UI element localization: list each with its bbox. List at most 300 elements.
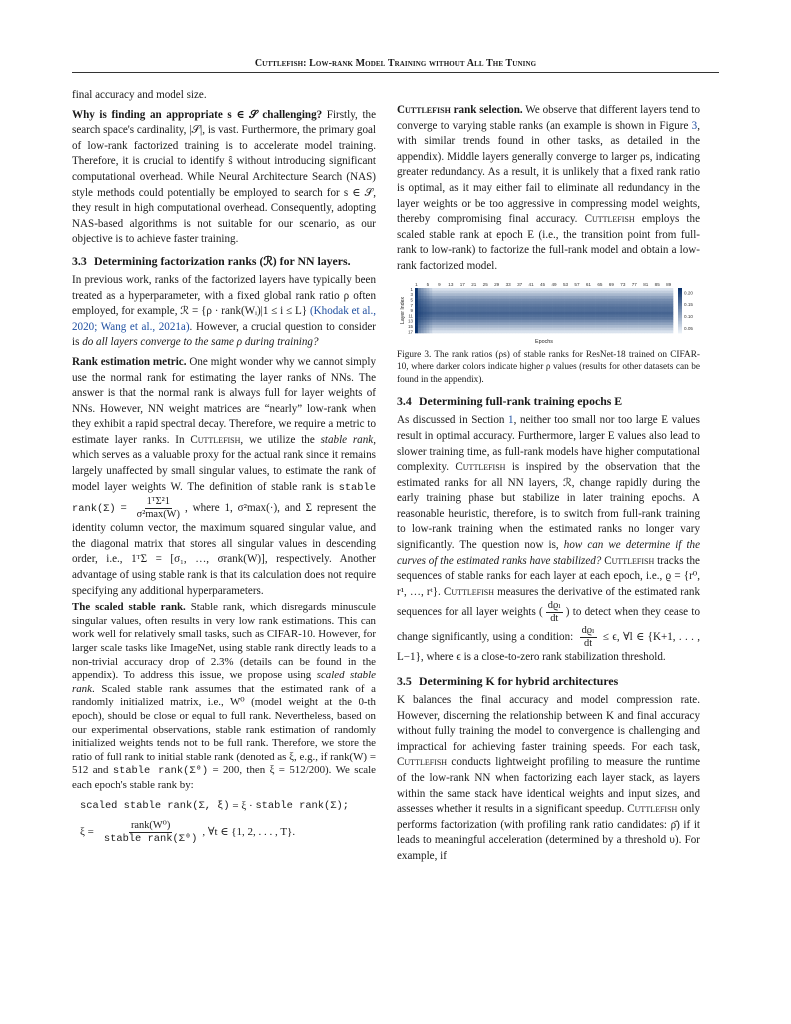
heatmap-cell: [647, 309, 650, 312]
heatmap-cell: [504, 303, 507, 306]
heatmap-cell: [484, 317, 487, 320]
para-rank-selection: [397, 103, 700, 275]
figure-ref-link[interactable]: 3: [691, 119, 698, 132]
heatmap-cell: [633, 327, 636, 330]
heatmap-cell: [670, 317, 673, 320]
heatmap-cell: [581, 298, 584, 301]
para-heading: Why is finding an appropriate s ∈ 𝒮 challenging?: [72, 108, 323, 121]
heatmap-cell: [670, 295, 673, 298]
heatmap-cell: [435, 330, 438, 333]
heatmap-cell: [627, 288, 630, 291]
heatmap-cell: [484, 293, 487, 296]
heatmap-cell: [547, 319, 550, 322]
heatmap-cell: [512, 306, 515, 309]
heatmap-cell: [570, 314, 573, 317]
heatmap-cell: [630, 290, 633, 293]
heatmap-cell: [596, 309, 599, 312]
heatmap-cell: [498, 325, 501, 328]
heatmap-cell: [492, 325, 495, 328]
heatmap-cell: [664, 325, 667, 328]
heatmap-cell: [644, 298, 647, 301]
heatmap-cell: [521, 327, 524, 330]
heatmap-cell: [527, 293, 530, 296]
heatmap-cell: [447, 325, 450, 328]
fraction-denominator: dt: [550, 613, 559, 625]
heatmap-cell: [495, 322, 498, 325]
heatmap-cell: [458, 327, 461, 330]
heatmap-cell: [627, 314, 630, 317]
heatmap-cell: [521, 309, 524, 312]
heatmap-cell: [487, 309, 490, 312]
heatmap-cell: [670, 314, 673, 317]
heatmap-cell: [578, 314, 581, 317]
heatmap-cell: [664, 314, 667, 317]
heatmap-cell: [429, 322, 432, 325]
heatmap-cell: [530, 319, 533, 322]
heatmap-cell: [501, 295, 504, 298]
heatmap-cell: [469, 288, 472, 291]
heatmap-cell: [530, 311, 533, 314]
inline-code: stable rank(Σ): [72, 481, 376, 516]
heatmap-cell: [415, 295, 418, 298]
heatmap-cell: [584, 309, 587, 312]
heatmap-cell: [653, 327, 656, 330]
heatmap-cell: [630, 301, 633, 304]
heatmap-cell: [670, 322, 673, 325]
heatmap-cell: [469, 295, 472, 298]
heatmap-cell: [639, 322, 642, 325]
heatmap-cell: [438, 290, 441, 293]
heatmap-cell: [544, 330, 547, 333]
heatmap-cell: [624, 290, 627, 293]
heatmap-cell: [418, 309, 421, 312]
heatmap-cell: [535, 288, 538, 291]
heatmap-cell: [510, 317, 513, 320]
heatmap-cell: [621, 330, 624, 333]
heatmap-cell: [567, 288, 570, 291]
heatmap-cell: [455, 295, 458, 298]
heatmap-cell: [578, 319, 581, 322]
heatmap-cell: [630, 298, 633, 301]
heatmap-cell: [616, 288, 619, 291]
para-full-rank-epochs: [397, 413, 700, 666]
heatmap-cell: [461, 306, 464, 309]
heatmap-cell: [464, 317, 467, 320]
heatmap-cell: [444, 309, 447, 312]
heatmap-cell: [492, 309, 495, 312]
heatmap-cell: [467, 306, 470, 309]
heatmap-cell: [467, 325, 470, 328]
heatmap-cell: [613, 327, 616, 330]
heatmap-cell: [484, 309, 487, 312]
heatmap-cell: [659, 322, 662, 325]
heatmap-cell: [613, 311, 616, 314]
heatmap-cell: [664, 311, 667, 314]
heatmap-cell: [535, 327, 538, 330]
heatmap-cell: [415, 327, 418, 330]
heatmap-cell: [584, 314, 587, 317]
heatmap-cell: [598, 327, 601, 330]
heatmap-cell: [624, 293, 627, 296]
heatmap-cell: [512, 303, 515, 306]
heatmap-cell: [490, 298, 493, 301]
header-rule: [72, 72, 719, 73]
heatmap-cell: [550, 314, 553, 317]
method-name: Cuttlefish: [584, 213, 635, 226]
heatmap-cell: [452, 303, 455, 306]
heatmap-cell: [458, 301, 461, 304]
heatmap-cell: [567, 319, 570, 322]
heatmap-cell: [458, 319, 461, 322]
heatmap-cell: [495, 319, 498, 322]
heatmap-cell: [659, 325, 662, 328]
heatmap-cell: [598, 295, 601, 298]
heatmap-cell: [535, 298, 538, 301]
emphasis-text: how can we determine if the curves of the estimated ranks have stabilized?: [397, 539, 701, 567]
heatmap-cell: [492, 322, 495, 325]
heatmap-cell: [584, 298, 587, 301]
section-3-4-heading: [397, 394, 700, 409]
heatmap-cell: [547, 330, 550, 333]
heatmap-cell: [573, 301, 576, 304]
heatmap-cell: [527, 327, 530, 330]
heatmap-cell: [467, 311, 470, 314]
heatmap-cell: [464, 303, 467, 306]
heatmap-cell: [533, 317, 536, 320]
heatmap-cell: [515, 317, 518, 320]
heatmap-cell: [467, 322, 470, 325]
heatmap-cell: [553, 303, 556, 306]
heatmap-cell: [484, 298, 487, 301]
heatmap-cell: [458, 309, 461, 312]
method-name: Cuttlefish: [190, 433, 241, 446]
heatmap-cell: [467, 314, 470, 317]
colorbar-tick-label: 0.20: [684, 289, 693, 295]
heatmap-cell: [544, 314, 547, 317]
heatmap-cell: [475, 309, 478, 312]
heatmap-cell: [627, 309, 630, 312]
heatmap-cell: [567, 322, 570, 325]
heatmap-cell: [464, 327, 467, 330]
heatmap-cell: [561, 301, 564, 304]
heatmap-cell: [495, 295, 498, 298]
heatmap-cell: [421, 295, 424, 298]
y-tick-label: 15: [408, 323, 413, 329]
heatmap-cell: [521, 325, 524, 328]
heatmap-cell: [564, 293, 567, 296]
heatmap-cell: [510, 295, 513, 298]
heatmap-cell: [418, 322, 421, 325]
heatmap-cell: [590, 303, 593, 306]
heatmap-cell: [507, 327, 510, 330]
heatmap-cell: [670, 327, 673, 330]
heatmap-cell: [449, 314, 452, 317]
heatmap-cell: [564, 290, 567, 293]
heatmap-cell: [553, 327, 556, 330]
heatmap-cell: [447, 327, 450, 330]
heatmap-cell: [670, 293, 673, 296]
citation-link[interactable]: (Khodak et al., 2020; Wang et al., 2021a): [72, 305, 376, 333]
heatmap-cell: [630, 288, 633, 291]
heatmap-cell: [576, 325, 579, 328]
colorbar-segment: [678, 331, 682, 333]
heatmap-cell: [601, 309, 604, 312]
heatmap-cell: [633, 301, 636, 304]
heatmap-cell: [507, 314, 510, 317]
heatmap-cell: [604, 293, 607, 296]
heatmap-cell: [576, 317, 579, 320]
y-tick-label: 17: [408, 328, 413, 334]
heatmap-cell: [650, 327, 653, 330]
heatmap-cell: [590, 295, 593, 298]
heatmap-cell: [426, 290, 429, 293]
heatmap-cell: [478, 319, 481, 322]
heatmap-cell: [524, 295, 527, 298]
heatmap-cell: [564, 301, 567, 304]
heatmap-cell: [469, 311, 472, 314]
heatmap-cell: [518, 314, 521, 317]
heatmap-cell: [550, 327, 553, 330]
heatmap-cell: [576, 327, 579, 330]
heatmap-cell: [630, 327, 633, 330]
para-text: As discussed in Section: [397, 414, 509, 427]
heatmap-cell: [444, 314, 447, 317]
heatmap-cell: [590, 290, 593, 293]
heatmap-cell: [464, 288, 467, 291]
heatmap-cell: [481, 298, 484, 301]
heatmap-cell: [581, 314, 584, 317]
heatmap-cell: [644, 322, 647, 325]
heatmap-cell: [524, 293, 527, 296]
inline-code: stable rank(Σ⁰): [112, 765, 209, 778]
heatmap-cell: [610, 311, 613, 314]
heatmap-cell: [530, 330, 533, 333]
heatmap-cell: [639, 319, 642, 322]
heatmap-cell: [607, 306, 610, 309]
heatmap-cell: [547, 298, 550, 301]
heatmap-cell: [656, 317, 659, 320]
heatmap-cell: [550, 301, 553, 304]
heatmap-cell: [533, 327, 536, 330]
heatmap-cell: [596, 317, 599, 320]
para-text: ≤ ϵ, ∀l ∈ {K+1, . . . , L−1}, where ϵ is a close-to-zero rank stabilization threshold.: [397, 631, 700, 664]
heatmap-cell: [492, 317, 495, 320]
heatmap-cell: [636, 314, 639, 317]
heatmap-cell: [607, 301, 610, 304]
heatmap-cell: [504, 319, 507, 322]
heatmap-cell: [515, 301, 518, 304]
heatmap-cell: [633, 293, 636, 296]
heatmap-cell: [478, 311, 481, 314]
heatmap-cell: [584, 327, 587, 330]
heatmap-cell: [621, 298, 624, 301]
heatmap-cell: [610, 327, 613, 330]
heatmap-cell: [512, 293, 515, 296]
heatmap-cell: [421, 322, 424, 325]
heatmap-cell: [593, 311, 596, 314]
heatmap-cell: [550, 290, 553, 293]
para-text: ) to detect when they cease to change significantly, using a condition:: [397, 606, 700, 644]
heatmap-cell: [587, 293, 590, 296]
heatmap-cell: [418, 298, 421, 301]
heatmap-cell: [624, 317, 627, 320]
heatmap-cell: [544, 309, 547, 312]
section-ref-link[interactable]: 1: [508, 414, 514, 427]
heatmap-cell: [487, 322, 490, 325]
heatmap-cell: [533, 298, 536, 301]
heatmap-cell: [524, 290, 527, 293]
heatmap-cell: [547, 322, 550, 325]
heatmap-cell: [547, 293, 550, 296]
heatmap-cell: [441, 293, 444, 296]
heatmap-cell: [664, 327, 667, 330]
x-tick-label: 13: [448, 281, 454, 287]
heatmap-cell: [512, 319, 515, 322]
heatmap-cell: [504, 306, 507, 309]
heatmap-cell: [576, 319, 579, 322]
heatmap-cell: [441, 306, 444, 309]
heatmap-cell: [578, 301, 581, 304]
heatmap-cell: [604, 325, 607, 328]
heatmap-cell: [527, 295, 530, 298]
heatmap-cell: [515, 319, 518, 322]
heatmap-cell: [510, 319, 513, 322]
heatmap-cell: [670, 325, 673, 328]
para-previous-work: [72, 273, 376, 351]
heatmap-cell: [475, 290, 478, 293]
heatmap-cell: [553, 317, 556, 320]
heatmap-cell: [504, 293, 507, 296]
heatmap-cell: [639, 325, 642, 328]
heatmap-cell: [449, 319, 452, 322]
heatmap-cell: [429, 327, 432, 330]
heatmap-cell: [527, 309, 530, 312]
colorbar-tick-label: 0.15: [684, 301, 693, 307]
heatmap-cell: [501, 317, 504, 320]
heatmap-cell: [587, 325, 590, 328]
heatmap-cell: [656, 306, 659, 309]
eq-text: = ξ ·: [229, 799, 256, 812]
heatmap-cell: [501, 325, 504, 328]
heatmap-cell: [507, 311, 510, 314]
heatmap-cell: [533, 306, 536, 309]
heatmap-cell: [538, 322, 541, 325]
heatmap-cell: [441, 290, 444, 293]
heatmap-cell: [432, 322, 435, 325]
heatmap-cell: [624, 319, 627, 322]
heatmap-cell: [578, 330, 581, 333]
heatmap-cell: [418, 311, 421, 314]
heatmap-cell: [498, 330, 501, 333]
heatmap-cell: [584, 290, 587, 293]
x-tick-label: 65: [597, 281, 603, 287]
heatmap-cell: [512, 327, 515, 330]
heatmap-cell: [481, 293, 484, 296]
section-3-5-heading: [397, 674, 700, 689]
heatmap-cell: [664, 317, 667, 320]
heatmap-cell: [498, 311, 501, 314]
heatmap-cell: [452, 290, 455, 293]
heatmap-cell: [478, 306, 481, 309]
heatmap-cell: [521, 317, 524, 320]
heatmap-cell: [421, 317, 424, 320]
heatmap-cell: [481, 303, 484, 306]
heatmap-cell: [601, 330, 604, 333]
heatmap-cell: [518, 330, 521, 333]
heatmap-cell: [530, 325, 533, 328]
heatmap-cell: [521, 322, 524, 325]
heatmap-cell: [593, 319, 596, 322]
heatmap-cell: [653, 309, 656, 312]
heatmap-cell: [558, 319, 561, 322]
heatmap-cell: [619, 301, 622, 304]
heatmap-cell: [659, 309, 662, 312]
heatmap-cell: [541, 288, 544, 291]
heatmap-cell: [653, 311, 656, 314]
heatmap-cell: [598, 311, 601, 314]
heatmap-cell: [553, 325, 556, 328]
heatmap-cell: [662, 325, 665, 328]
heatmap-cell: [613, 309, 616, 312]
heatmap-cell: [667, 311, 670, 314]
heatmap-cell: [555, 303, 558, 306]
heatmap-cell: [438, 301, 441, 304]
heatmap-cell: [435, 325, 438, 328]
heatmap-cell: [555, 295, 558, 298]
heatmap-cell: [670, 298, 673, 301]
heatmap-cell: [667, 288, 670, 291]
heatmap-cell: [507, 293, 510, 296]
heatmap-cell: [438, 327, 441, 330]
heatmap-cell: [598, 309, 601, 312]
heatmap-cell: [484, 330, 487, 333]
heatmap-cell: [662, 314, 665, 317]
heatmap-cell: [512, 290, 515, 293]
heatmap-cell: [653, 303, 656, 306]
heatmap-cell: [641, 295, 644, 298]
heatmap-cell: [564, 314, 567, 317]
heatmap-cell: [492, 290, 495, 293]
heatmap-cell: [481, 295, 484, 298]
heatmap-cell: [444, 325, 447, 328]
heatmap-cell: [573, 314, 576, 317]
heatmap-cell: [581, 319, 584, 322]
heatmap-cell: [619, 330, 622, 333]
heatmap-cell: [659, 290, 662, 293]
heatmap-cell: [636, 327, 639, 330]
heatmap-cell: [636, 317, 639, 320]
heatmap-cell: [558, 288, 561, 291]
heatmap-cell: [604, 301, 607, 304]
heatmap-cell: [441, 295, 444, 298]
heatmap-cell: [555, 314, 558, 317]
heatmap-cell: [653, 317, 656, 320]
heatmap-cell: [449, 293, 452, 296]
heatmap-cell: [596, 330, 599, 333]
heatmap-cell: [490, 325, 493, 328]
heatmap-cell: [607, 298, 610, 301]
x-tick-label: 89: [666, 281, 672, 287]
para-text: is inspired by the observation that the estimated ranks for all NN layers, ℛ, change rapidly during the early training phase but stabilize in later training epochs. A reasonable heuristic, therefore, is to switch from full-rank training to low-rank training when the estimated ranks no longer vary significantly. The question now is,: [397, 461, 700, 552]
heatmap-cell: [501, 314, 504, 317]
heatmap-cell: [558, 327, 561, 330]
heatmap-cell: [538, 290, 541, 293]
heatmap-cell: [449, 317, 452, 320]
heatmap-cell: [429, 290, 432, 293]
heatmap-cell: [535, 295, 538, 298]
heatmap-cell: [601, 314, 604, 317]
heatmap-cell: [573, 322, 576, 325]
